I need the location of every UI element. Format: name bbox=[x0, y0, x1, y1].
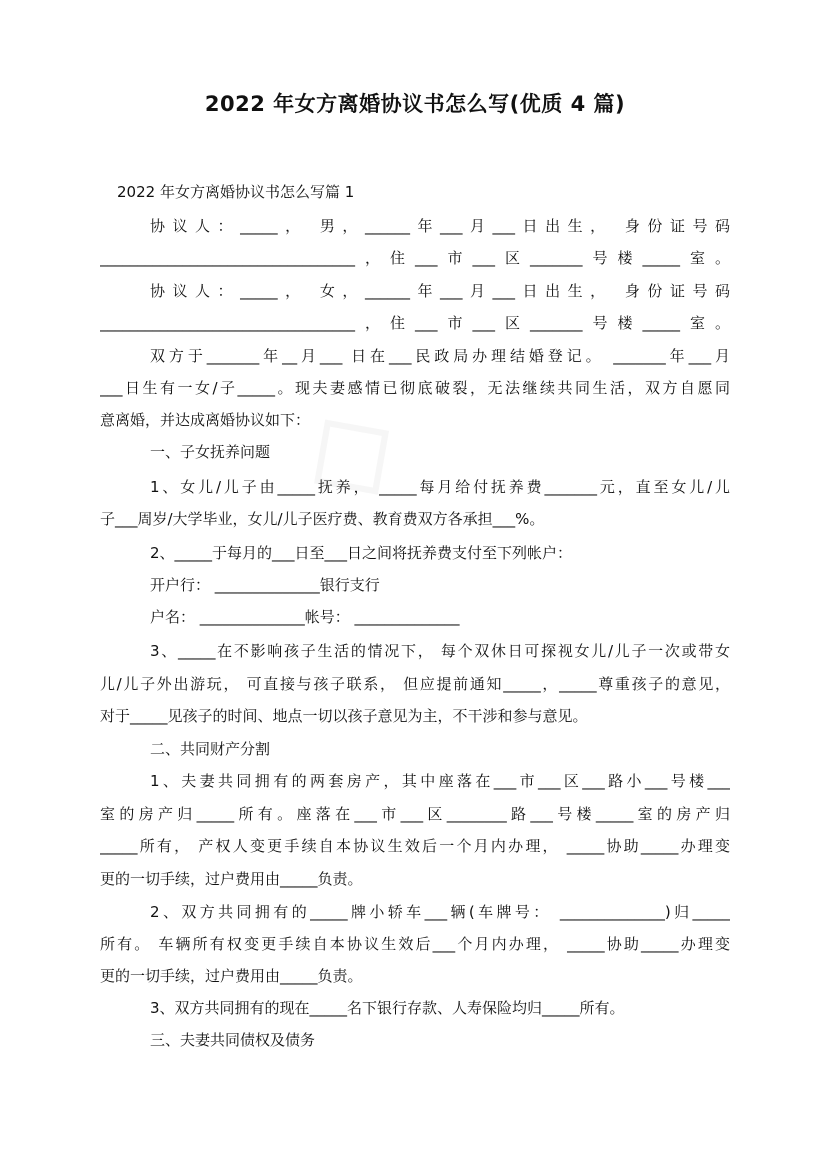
section-heading: 三、夫妻共同债权及债务 bbox=[150, 1031, 316, 1049]
section-heading: 一、子女抚养问题 bbox=[150, 443, 271, 461]
paragraph-line: 1、女儿/儿子由_____抚养， _____每月给付抚养费_______元，直至女儿/儿 bbox=[150, 478, 730, 496]
section-heading: 二、共同财产分割 bbox=[150, 740, 271, 758]
paragraph-line: 3、双方共同拥有的现在_____名下银行存款、人寿保险均归_____所有。 bbox=[150, 999, 625, 1017]
paragraph-line: 1、夫妻共同拥有的两套房产，其中座落在___市___区___路小___号楼___ bbox=[150, 772, 730, 790]
paragraph-line: 对于_____见孩子的时间、地点一切以孩子意见为主，不干涉和参与意见。 bbox=[100, 707, 588, 725]
paragraph-line: 开户行： ______________银行支行 bbox=[150, 576, 380, 594]
paragraph-line: 儿/儿子外出游玩， 可直接与孩子联系， 但应提前通知_____，_____尊重孩子的意见， bbox=[100, 675, 730, 693]
paragraph-line: 更的一切手续，过户费用由_____负责。 bbox=[100, 967, 363, 985]
paragraph-line: __________________________________，住___市___区_______号楼_____室。 bbox=[100, 249, 730, 267]
paragraph-line: 2、双方共同拥有的_____牌小轿车___辆(车牌号： ______________)归_____ bbox=[150, 903, 730, 921]
paragraph-line: 意离婚，并达成离婚协议如下： bbox=[100, 411, 311, 429]
paragraph-line: 子___周岁/大学毕业，女儿/儿子医疗费、教育费双方各承担___%。 bbox=[100, 510, 545, 528]
paragraph-line: _____所有， 产权人变更手续自本协议生效后一个月内办理， _____协助_____办理变 bbox=[100, 837, 730, 855]
paragraph-line: 3、_____在不影响孩子生活的情况下， 每个双休日可探视女儿/儿子一次或带女 bbox=[150, 642, 730, 660]
paragraph-line: 2、_____于每月的___日至___日之间将抚养费支付至下列帐户： bbox=[150, 544, 573, 562]
paragraph-line: 所有。 车辆所有权变更手续自本协议生效后___个月内办理， _____协助_____办理变 bbox=[100, 935, 730, 953]
paragraph-line: __________________________________，住___市___区_______号楼_____室。 bbox=[100, 314, 730, 332]
paragraph-line: 户名： ______________帐号： ______________ bbox=[150, 608, 460, 626]
paragraph-line: ___日生有一女/子_____。现夫妻感情已彻底破裂，无法继续共同生活，双方自愿同 bbox=[100, 379, 730, 397]
paragraph-line: 协议人：_____， 男，______年___月___日出生， 身份证号码 bbox=[150, 217, 730, 235]
section-heading: 2022 年女方离婚协议书怎么写篇 1 bbox=[117, 183, 355, 201]
paragraph-line: 更的一切手续，过户费用由_____负责。 bbox=[100, 870, 363, 888]
paragraph-line: 协议人：_____， 女，______年___月___日出生， 身份证号码 bbox=[150, 282, 730, 300]
document-title: 2022 年女方离婚协议书怎么写(优质 4 篇) bbox=[204, 92, 626, 116]
paragraph-line: 室的房产归_____所有。座落在___市___区________路___号楼_____室的房产归 bbox=[100, 805, 730, 823]
paragraph-line: 双方于_______年__月___ 日在___民政局办理结婚登记。 _______年___月 bbox=[150, 347, 730, 365]
